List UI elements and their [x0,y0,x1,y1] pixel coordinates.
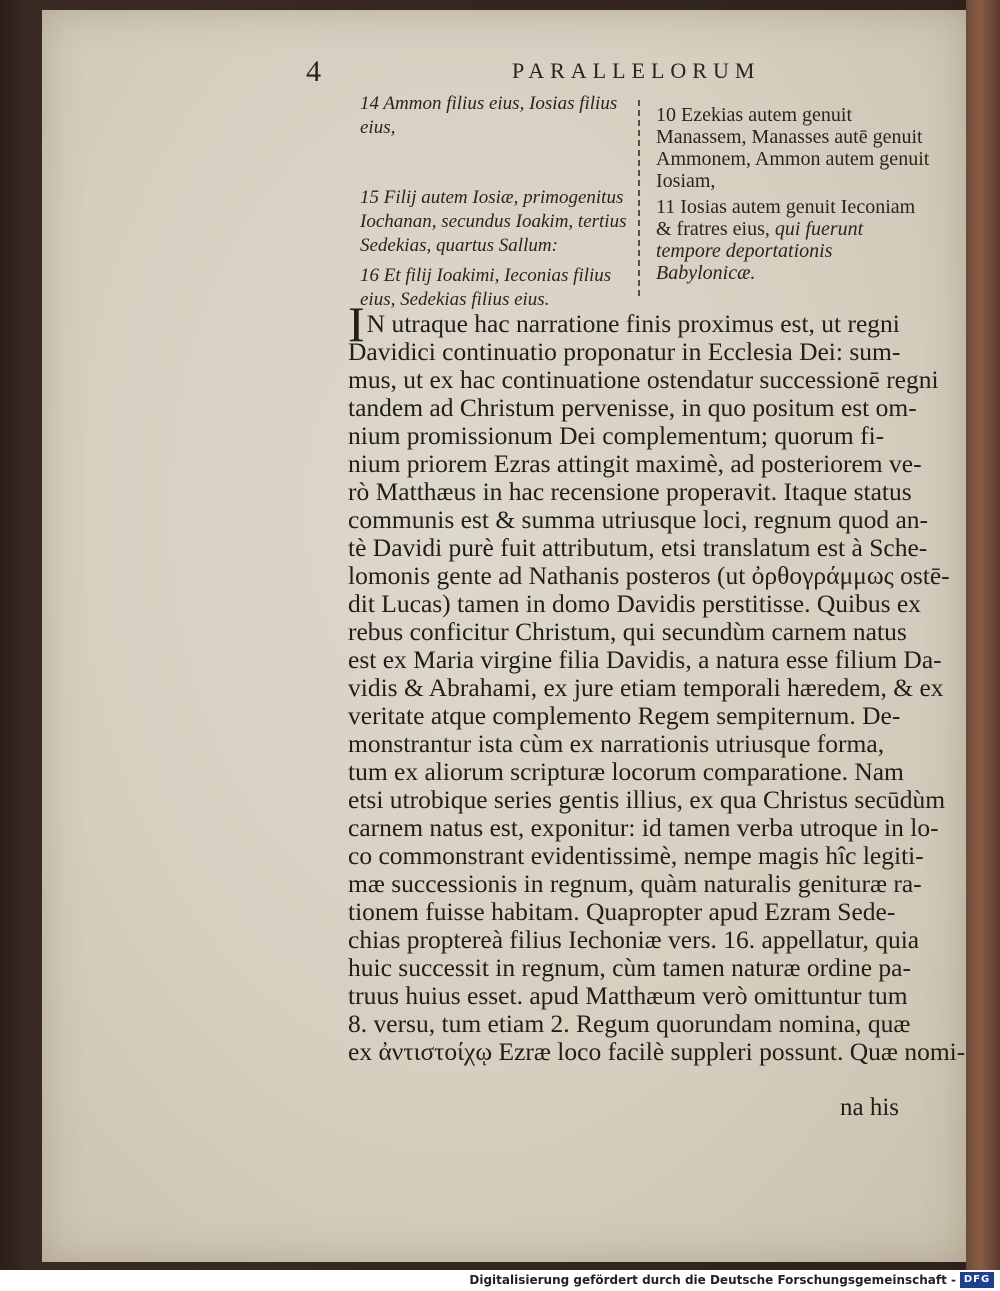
body-line: N utraque hac narratione finis proximus est, ut regni [366,309,900,338]
body-line: huic successit in regnum, cùm tamen naturæ ordine pa- [348,953,911,982]
verse-14: 14 Ammon filius eius, Iosias filius eius, [360,93,618,138]
body-line: veritate atque complemento Regem sempiternum. De- [348,701,901,730]
drop-cap: I [348,296,365,352]
body-line: ex ἀντιστοίχῳ Ezræ loco facilè suppleri possunt. Quæ nomi- [348,1037,966,1066]
body-line: monstrantur ista cùm ex narrationis utriusque forma, [348,729,885,758]
body-text [348,296,966,1066]
body-line: dit Lucas) tamen in domo Davidis perstitisse. Quibus ex [348,589,921,618]
body-line: co commonstrant evidentissimè, nempe magis hîc legiti- [348,841,924,870]
body-line: rò Matthæus in hac recensione properavit. Itaque status [348,477,912,506]
book-binding-edge [966,0,1000,1270]
running-head: PARALLELORUM [512,58,761,83]
body-line: communis est & summa utriusque loci, regnum quod an- [348,505,929,534]
column-divider [638,100,642,296]
body-line: tandem ad Christum pervenisse, in quo positum est om- [348,393,917,422]
verse-11-italic: qui fuerunt tempore deportationis Babylonicæ. [656,218,864,284]
footer-bar [0,1270,1000,1291]
body-line: est ex Maria virgine filia Davidis, a natura esse filium Da- [348,645,942,674]
body-line: tum ex aliorum scripturæ locorum comparatione. Nam [348,757,904,786]
body-line: lomonis gente ad Nathanis posteros (ut ὀρθογράμμως ostē- [348,561,950,590]
body-line: tionem fuisse habitam. Quapropter apud Ezram Sede- [348,897,896,926]
verse-10: 10 Ezekias autem genuit Manassem, Manasses autē genuit Ammonem, Ammon autem genuit Iosiam, [656,104,930,192]
body-line: nium priorem Ezras attingit maximè, ad posteriorem ve- [348,449,922,478]
catchword: na his [840,1094,900,1121]
body-line: mus, ut ex hac continuatione ostendatur successionē regni [348,365,939,394]
right-parallel-column [656,104,932,284]
body-line: tè Davidi purè fuit attributum, etsi translatum est à Sche- [348,533,928,562]
body-line: Davidici continuatio proponatur in Ecclesia Dei: sum- [348,337,901,366]
body-line: rebus conficitur Christum, qui secundùm carnem natus [348,617,907,646]
body-line: chias proptereà filius Iechoniæ vers. 16. appellatur, quia [348,925,920,954]
dfg-logo: DFG [960,1272,994,1288]
body-line: 8. versu, tum etiam 2. Regum quorundam nomina, quæ [348,1009,911,1038]
funding-credit: Digitalisierung gefördert durch die Deutsche Forschungsgemeinschaft - [469,1273,956,1287]
left-parallel-column [360,92,630,312]
body-line: truus huius esset. apud Matthæum verò omittuntur tum [348,981,908,1010]
page-number: 4 [306,55,321,88]
body-line: carnem natus est, exponitur: id tamen verba utroque in lo- [348,813,939,842]
body-line: mæ successionis in regnum, quàm naturalis genituræ ra- [348,869,922,898]
body-line: vidis & Abrahami, ex jure etiam temporali hæredem, & ex [348,673,944,702]
body-line: etsi utrobique series gentis illius, ex qua Christus secūdùm [348,785,946,814]
verse-16: 16 Et filij Ioakimi, Ieconias filius eius, Sedekias filius eius. [360,265,612,310]
verse-15: 15 Filij autem Iosiæ, primogenitus Iochanan, secundus Ioakim, tertius Sedekias, quartus Sallum: [360,187,627,256]
body-line: nium promissionum Dei complementum; quorum fi- [348,421,885,450]
verse-11: 11 Iosias autem genuit Ieconiam & fratres eius, [656,196,916,240]
